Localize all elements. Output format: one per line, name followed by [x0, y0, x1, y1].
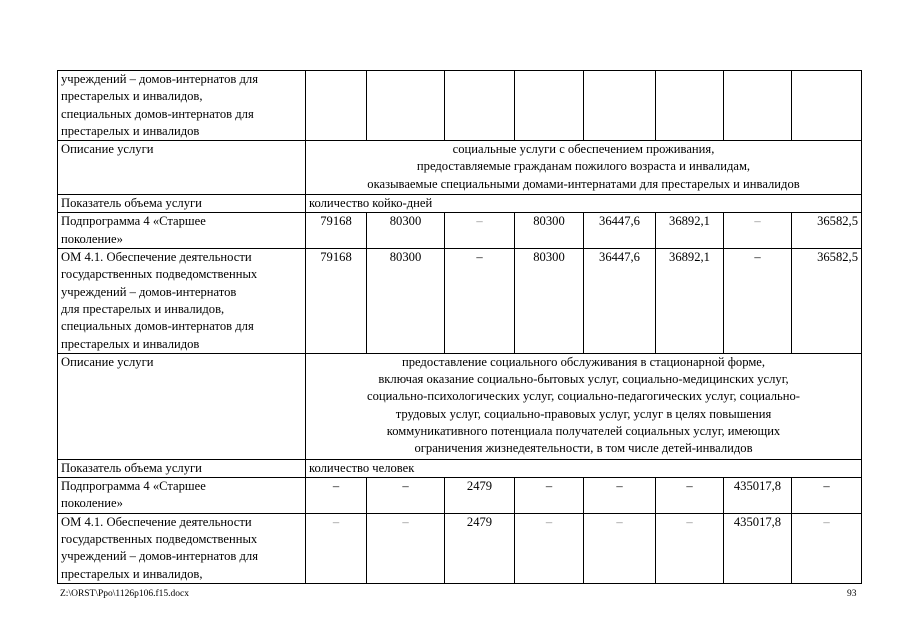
value-cell: 36582,5 [792, 213, 862, 249]
value-cell: – [724, 213, 792, 249]
empty-cell [724, 71, 792, 141]
value-cell: – [306, 513, 367, 583]
volume-indicator: количество человек [306, 459, 862, 477]
value-cell: – [584, 478, 656, 514]
value-cell: – [584, 513, 656, 583]
service-description: социальные услуги с обеспечением проживания, предоставляемые гражданам пожилого возраста и инвалидам, оказываемые специальными домами-интернатами для престарелых и инвалидов [306, 141, 862, 195]
empty-cell [306, 71, 367, 141]
table-row [58, 249, 862, 354]
footer-file-path: Z:\ORST\Ppo\1126p106.f15.docx [60, 589, 189, 599]
table-row [58, 213, 862, 249]
service-description: предоставление социального обслуживания в стационарной форме, включая оказание социально-бытовых услуг, социально-медицинских услуг, социально-психологических услуг, социально-педагогических услуг, социально- трудовых услуг, социально-правовых услуг, услуг в целях повышения коммуникативного потенциала получателей социальных услуг, имеющих ограничения жизнедеятельности, в том числе детей-инвалидов [306, 353, 862, 459]
row-label: Подпрограмма 4 «Старшее поколение» [58, 213, 306, 249]
table-row [58, 513, 862, 583]
table-row [58, 195, 862, 213]
value-cell: – [367, 513, 445, 583]
value-cell: – [792, 513, 862, 583]
row-label: ОМ 4.1. Обеспечение деятельности государственных подведомственных учреждений – домов-интернатов для престарелых и инвалидов, [58, 513, 306, 583]
empty-cell [445, 71, 515, 141]
table-row [58, 71, 862, 141]
value-cell: 2479 [445, 513, 515, 583]
value-cell: 79168 [306, 249, 367, 354]
empty-cell [515, 71, 584, 141]
empty-cell [367, 71, 445, 141]
value-cell: 80300 [515, 249, 584, 354]
empty-cell [584, 71, 656, 141]
value-cell: – [306, 478, 367, 514]
value-cell: 435017,8 [724, 478, 792, 514]
value-cell: 435017,8 [724, 513, 792, 583]
program-table [57, 70, 862, 584]
page-number: 93 [847, 589, 857, 599]
row-label: Описание услуги [58, 353, 306, 459]
value-cell: – [445, 213, 515, 249]
value-cell: 2479 [445, 478, 515, 514]
row-label: ОМ 4.1. Обеспечение деятельности государственных подведомственных учреждений – домов-интернатов для престарелых и инвалидов, специальных домов-интернатов для престарелых и инвалидов [58, 249, 306, 354]
value-cell: – [515, 478, 584, 514]
value-cell: – [445, 249, 515, 354]
value-cell: – [656, 478, 724, 514]
empty-cell [656, 71, 724, 141]
value-cell: 80300 [367, 249, 445, 354]
table-row [58, 478, 862, 514]
table-row [58, 141, 862, 195]
value-cell: – [724, 249, 792, 354]
value-cell: 80300 [515, 213, 584, 249]
row-label: Показатель объема услуги [58, 195, 306, 213]
row-label: Подпрограмма 4 «Старшее поколение» [58, 478, 306, 514]
value-cell: 36892,1 [656, 249, 724, 354]
row-label: Показатель объема услуги [58, 459, 306, 477]
value-cell: – [656, 513, 724, 583]
value-cell: 80300 [367, 213, 445, 249]
row-label: учреждений – домов-интернатов для престарелых и инвалидов, специальных домов-интернатов для престарелых и инвалидов [58, 71, 306, 141]
volume-indicator: количество койко-дней [306, 195, 862, 213]
value-cell: 36447,6 [584, 213, 656, 249]
value-cell: – [515, 513, 584, 583]
empty-cell [792, 71, 862, 141]
row-label: Описание услуги [58, 141, 306, 195]
value-cell: – [367, 478, 445, 514]
table-row [58, 353, 862, 459]
table-row [58, 459, 862, 477]
value-cell: 36582,5 [792, 249, 862, 354]
value-cell: 36447,6 [584, 249, 656, 354]
value-cell: 79168 [306, 213, 367, 249]
value-cell: – [792, 478, 862, 514]
value-cell: 36892,1 [656, 213, 724, 249]
